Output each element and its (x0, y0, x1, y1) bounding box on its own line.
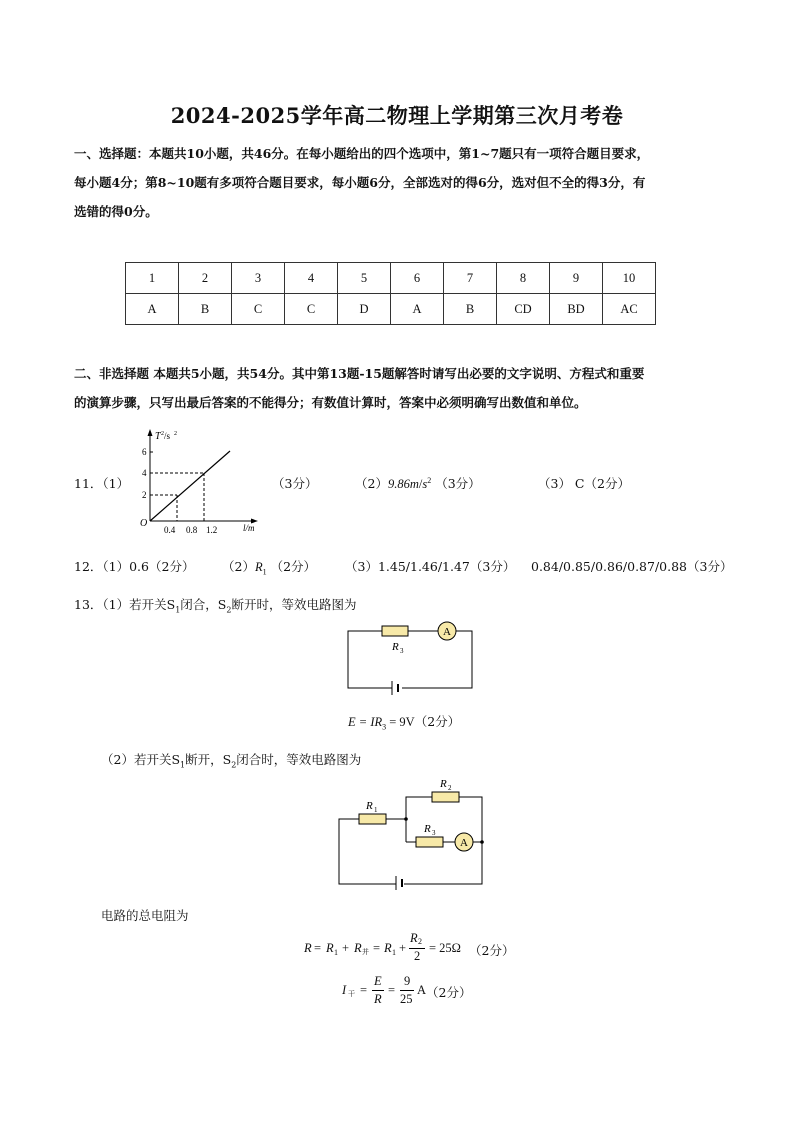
question-number: 3 (232, 263, 285, 294)
question-number: 5 (338, 263, 391, 294)
section2-line: 的演算步骤，只写出最后答案的不能得分；有数值计算时，答案中必须明确写出数值和单位。 (74, 395, 587, 410)
subscript: 干 (348, 990, 355, 998)
answer-cell: D (338, 294, 391, 325)
answer-cell: BD (550, 294, 603, 325)
q11-label: 11．（1） (74, 476, 130, 491)
fraction-denominator: R (374, 992, 382, 1006)
origin-label: O (140, 518, 148, 529)
eq-score: （2分） (426, 985, 472, 1000)
y-tick-label: 2 (142, 490, 147, 500)
q12-part4: 0.84/0.85/0.86/0.87/0.88（3分） (531, 559, 733, 574)
x-tick-label: 0.8 (186, 525, 198, 535)
q13-line1 (74, 595, 356, 615)
answer-table-answer-row (126, 294, 656, 325)
subscript: 2 (231, 760, 237, 770)
fraction-denominator: 25 (400, 992, 413, 1006)
question-number: 7 (444, 263, 497, 294)
q13-equation-1 (348, 712, 460, 732)
resistor-R3-label: R (392, 641, 399, 653)
resistor-R1-sub: 1 (374, 806, 378, 814)
resistor-R2-label: R (440, 778, 447, 790)
answer-cell: AC (603, 294, 656, 325)
eq-symbol: = IR (355, 715, 383, 729)
ammeter-label: A (443, 626, 451, 638)
y-axis-label-T: T (155, 431, 161, 442)
q11-part2-prefix: （2） (355, 476, 388, 491)
section1-instructions (74, 139, 724, 226)
circuit-diagram-2 (334, 772, 489, 890)
q13-line1-text: 断开时，等效电路图为 (231, 597, 357, 612)
wire (402, 631, 472, 688)
section2-line: 二、非选择题 本题共5小题，共54分。其中第13题-15题解答时请写出必要的文字说明、方程式和重要 (74, 366, 645, 381)
resistor-R2 (432, 792, 459, 802)
junction-node (480, 840, 484, 844)
answer-cell: C (285, 294, 338, 325)
y-tick-label: 4 (142, 468, 147, 478)
y-axis-arrow (148, 429, 153, 436)
subscript: 3 (382, 722, 387, 732)
y-tick-label: 6 (142, 447, 147, 457)
fraction-numerator: E (374, 974, 382, 988)
answer-cell: CD (497, 294, 550, 325)
section2-instructions (74, 359, 724, 417)
section1-line: 一、选择题：本题共10小题，共46分。在每小题给出的四个选项中，第1~7题只有一项符合题目要求， (74, 146, 650, 161)
x-tick-label: 0.4 (164, 525, 176, 535)
question-number: 10 (603, 263, 656, 294)
q12-part1: 12．（1）0.6（2分） (74, 559, 195, 574)
y-axis-label-unit-exp: 2 (174, 431, 177, 437)
question-number: 1 (126, 263, 179, 294)
wire (406, 797, 432, 842)
q12-part3: （3）1.45/1.46/1.47（3分） (345, 559, 516, 574)
q13-line2-text: （2）若开关S (101, 752, 181, 767)
question-number: 4 (285, 263, 338, 294)
q11-part2-unit-m: m (409, 477, 419, 491)
fraction-numerator: 9 (404, 974, 411, 988)
q11-part2-score: （3分） (435, 476, 481, 491)
resistor-R1 (359, 814, 386, 824)
resistor-R3-sub: 3 (400, 647, 404, 655)
q12-part2-sub: 1 (262, 567, 267, 577)
t2-vs-l-graph (128, 425, 268, 535)
resistor-R3-label: R (424, 823, 431, 835)
answer-table (125, 262, 656, 325)
q13-line1-text: 13．（1）若开关S (74, 597, 176, 612)
q11-part2: $(2)9.86m/s^2$ （3分） (355, 475, 481, 491)
resistor-R2-sub: 2 (448, 784, 452, 792)
eq-result: = 9V (386, 715, 415, 729)
eq-unit: A (417, 983, 427, 997)
eq-result: = 25Ω (429, 941, 461, 955)
y-axis-label-unit: /s (164, 431, 171, 441)
x-axis-label: l/m (243, 523, 255, 533)
q13-line2 (101, 750, 361, 770)
resistor-R3-sub: 3 (432, 829, 436, 837)
wire (339, 819, 396, 884)
resistor-R3 (382, 626, 408, 636)
answer-table-number-row (126, 263, 656, 294)
q12-part2-prefix: （2） (222, 559, 255, 574)
q13-line2-text: 断开，S (185, 752, 232, 767)
q12-part2-score: （2分） (270, 559, 317, 574)
page-title: 2024-2025学年高二物理上学期第三次月考卷 (170, 103, 624, 128)
total-resistance-label: 电路的总电阻为 (101, 908, 189, 923)
q12-part2-R: R (254, 560, 263, 574)
fraction-denominator: 2 (414, 949, 421, 963)
x-tick-label: 1.2 (206, 525, 218, 535)
q11-part2-value: 9.86 (387, 477, 410, 491)
subscript: 2 (226, 605, 232, 615)
section1-line: 每小题4分；第8~10题有多项符合题目要求，每小题6分，全部选对的得6分，选对但不全的得3分，有 (74, 175, 646, 190)
eq-score: （2分） (414, 714, 461, 729)
q11-part2-unit-s: s (422, 477, 428, 491)
answer-cell: C (232, 294, 285, 325)
eq-symbol: E (348, 715, 356, 729)
answer-cell: B (179, 294, 232, 325)
q13-line1-text: 闭合，S (180, 597, 227, 612)
ammeter-label: A (460, 837, 468, 849)
junction-node (404, 817, 408, 821)
wire (348, 631, 392, 688)
answer-cell: A (391, 294, 444, 325)
subscript: 1 (175, 605, 181, 615)
data-line (150, 451, 230, 521)
question-number: 6 (391, 263, 444, 294)
q12-part2 (222, 557, 316, 577)
question-number: 9 (550, 263, 603, 294)
answer-cell: A (126, 294, 179, 325)
question-number: 2 (179, 263, 232, 294)
q11-part2-exp: 2 (427, 475, 432, 485)
resistor-R3 (416, 837, 443, 847)
resistor-R1-label: R (366, 800, 373, 812)
q11-part1-score: （3分） (272, 476, 318, 491)
q13-line2-text: 闭合时，等效电路图为 (236, 752, 362, 767)
q11-part3: （3） C（2分） (538, 476, 630, 491)
subscript: 并 (362, 948, 369, 956)
circuit-diagram-1 (340, 620, 480, 695)
section1-line: 选错的得0分。 (74, 204, 158, 219)
question-number: 8 (497, 263, 550, 294)
y-axis-label-exp: 2 (161, 431, 164, 437)
eq-score: （2分） (469, 943, 515, 958)
subscript: 1 (180, 760, 186, 770)
answer-cell: B (444, 294, 497, 325)
